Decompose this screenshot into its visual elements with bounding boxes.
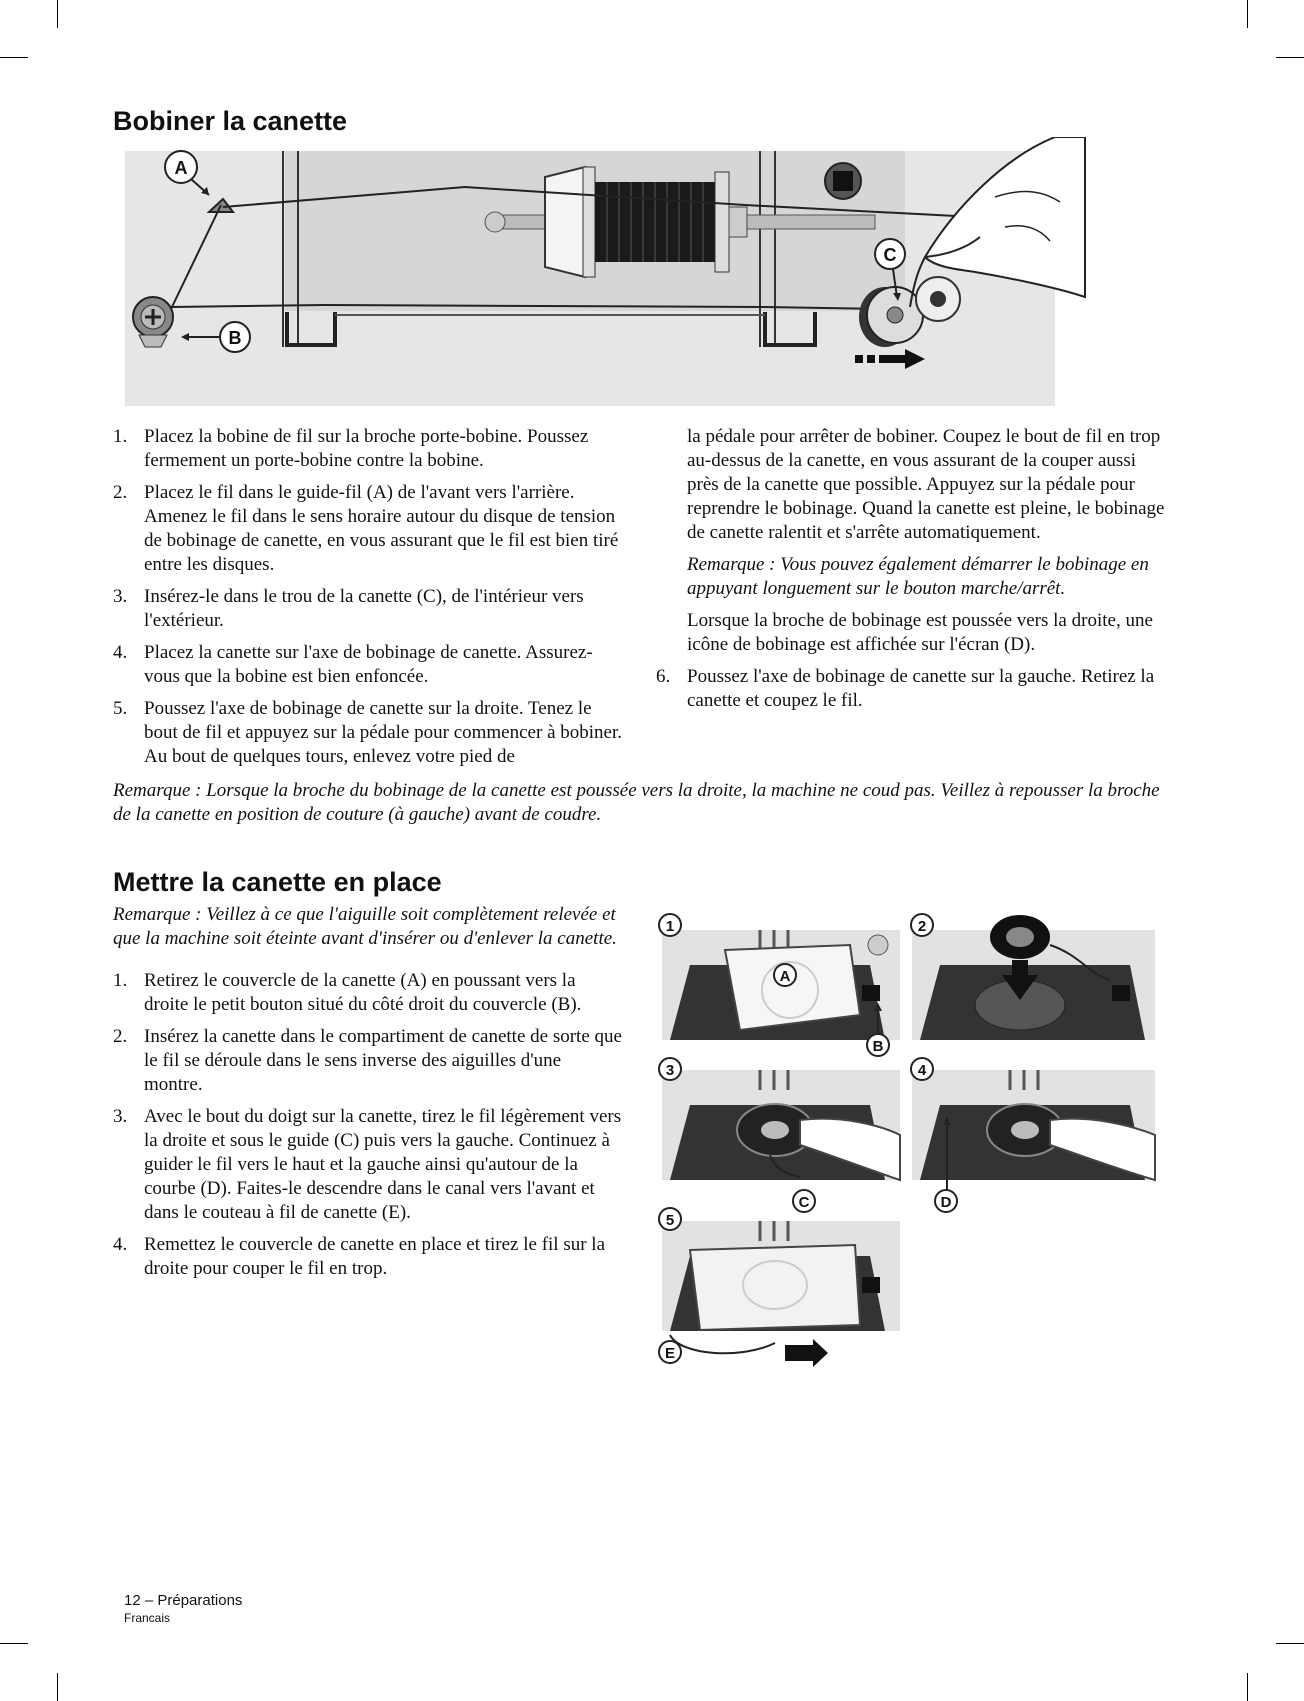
insert-left-column [113,903,623,1289]
section-title-bobiner: Bobiner la canette [113,106,348,136]
page-footer [124,1592,242,1626]
crop-mark [57,0,58,28]
step-text: Retirez le couvercle de la canette (A) en poussant vers la droite le petit bouton situé du côté droit du couvercle (B). [144,970,582,1015]
step-number: 3. [113,1106,128,1127]
step-text: Avec le bout du doigt sur la canette, tirez le fil légèrement vers la droite et sous le guide (C) puis vers la gauche. Continuez à guider le fil vers le haut et la gauche ainsi qu'autour de la courbe (D). Faites-le descendre dans le canal vers l'avant et dans le couteau à fil de canette (E). [144,1106,622,1223]
crop-mark [1276,1643,1304,1644]
crop-mark [57,1673,58,1701]
step-number: 6. [656,666,671,687]
step-number: 1. [113,426,128,447]
step-text: Placez la canette sur l'axe de bobinage de canette. Assurez-vous que la bobine est bien enfoncée. [144,642,593,687]
label-e: E [664,1345,676,1362]
steps-left-column [113,425,623,777]
label-c: C [798,1194,810,1211]
list-item [113,641,623,689]
label-b: B [228,328,242,348]
step-number: 5. [113,698,128,719]
panel-1 [659,914,900,1056]
bobbin-insert-figure [650,905,1170,1370]
crop-mark [0,1643,28,1644]
winding-steps-list [113,425,623,769]
list-item [113,585,623,633]
figure-number-5: 5 [665,1212,675,1229]
footer-language: Francais [124,1611,171,1625]
step-text: Placez la bobine de fil sur la broche porte-bobine. Poussez fermement un porte-bobine contre la bobine. [144,426,589,471]
panel-5 [659,1208,900,1367]
label-b: B [872,1038,884,1055]
crop-mark [1276,57,1304,58]
section-title-mettre: Mettre la canette en place [113,867,442,897]
crop-mark [0,57,28,58]
winding-note: Remarque : Vous pouvez également démarrer le bobinage en appuyant longuement sur le bouton marche/arrêt. [687,554,1149,599]
crop-mark [1247,1673,1248,1701]
figure-number-3: 3 [665,1062,675,1079]
insert-note: Remarque : Veillez à ce que l'aiguille soit complètement relevée et que la machine soit éteinte avant d'insérer ou d'enlever la canette. [113,904,617,949]
steps-right-column [656,425,1166,721]
winding-steps-list-cont [656,665,1166,713]
step-text: Poussez l'axe de bobinage de canette sur la droite. Tenez le bout de fil et appuyez sur la pédale pour commencer à bobiner. Au bout de quelques tours, enlevez votre pied de [144,698,622,767]
step-text: Insérez-le dans le trou de la canette (C), de l'intérieur vers l'extérieur. [144,586,584,631]
crop-mark [1247,0,1248,28]
insert-steps-list [113,969,623,1281]
label-a: A [779,968,791,985]
step-text: Remettez le couvercle de canette en place et tirez le fil sur la droite pour couper le fil en trop. [144,1234,606,1279]
label-d: D [940,1194,952,1211]
label-a: A [174,158,188,178]
panel-4 [911,1058,1155,1212]
list-item [113,969,623,1017]
panel-3 [659,1058,900,1212]
step-number: 4. [113,1234,128,1255]
winding-icon-para: Lorsque la broche de bobinage est poussée vers la droite, une icône de bobinage est affichée sur l'écran (D). [687,610,1153,655]
step-number: 2. [113,1026,128,1047]
figure-number-4: 4 [917,1062,927,1079]
list-item [113,481,623,577]
list-item [113,1105,623,1225]
step-text: Insérez la canette dans le compartiment de canette de sorte que le fil se déroule dans le sens inverse des aiguilles d'une montre. [144,1026,622,1095]
bobbin-winding-figure [125,137,1165,409]
list-item [113,1025,623,1097]
step-number: 2. [113,482,128,503]
list-item [113,697,623,769]
figure-number-1: 1 [665,918,675,935]
step-number: 1. [113,970,128,991]
list-item [113,1233,623,1281]
list-item [113,425,623,473]
label-c: C [883,245,897,265]
step-text: Placez le fil dans le guide-fil (A) de l'avant vers l'arrière. Amenez le fil dans le sens horaire autour du disque de tension de bobinage de canette, en vous assurant que le fil est bien tiré entre les disques. [144,482,619,575]
winding-bottom-note: Remarque : Lorsque la broche du bobinage de la canette est poussée vers la droite, la machine ne coud pas. Veillez à repousser la broche de la canette en position de couture (à gauche) avant de coudre. [113,780,1160,825]
figure-number-2: 2 [917,918,927,935]
page-number: 12 – Préparations [124,1592,243,1609]
step-number: 4. [113,642,128,663]
step5-continuation: la pédale pour arrêter de bobiner. Coupez le bout de fil en trop au-dessus de la canette, en vous assurant de la couper aussi près de la canette que possible. Appuyez sur la pédale pour reprendre le bobinage. Quand la canette est pleine, le bobinage de canette ralentit et s'arrête automatiquement. [687,426,1165,543]
step-number: 3. [113,586,128,607]
panel-2 [911,914,1155,1040]
step-text: Poussez l'axe de bobinage de canette sur la gauche. Retirez la canette et coupez le fil. [687,666,1155,711]
list-item [656,665,1166,713]
